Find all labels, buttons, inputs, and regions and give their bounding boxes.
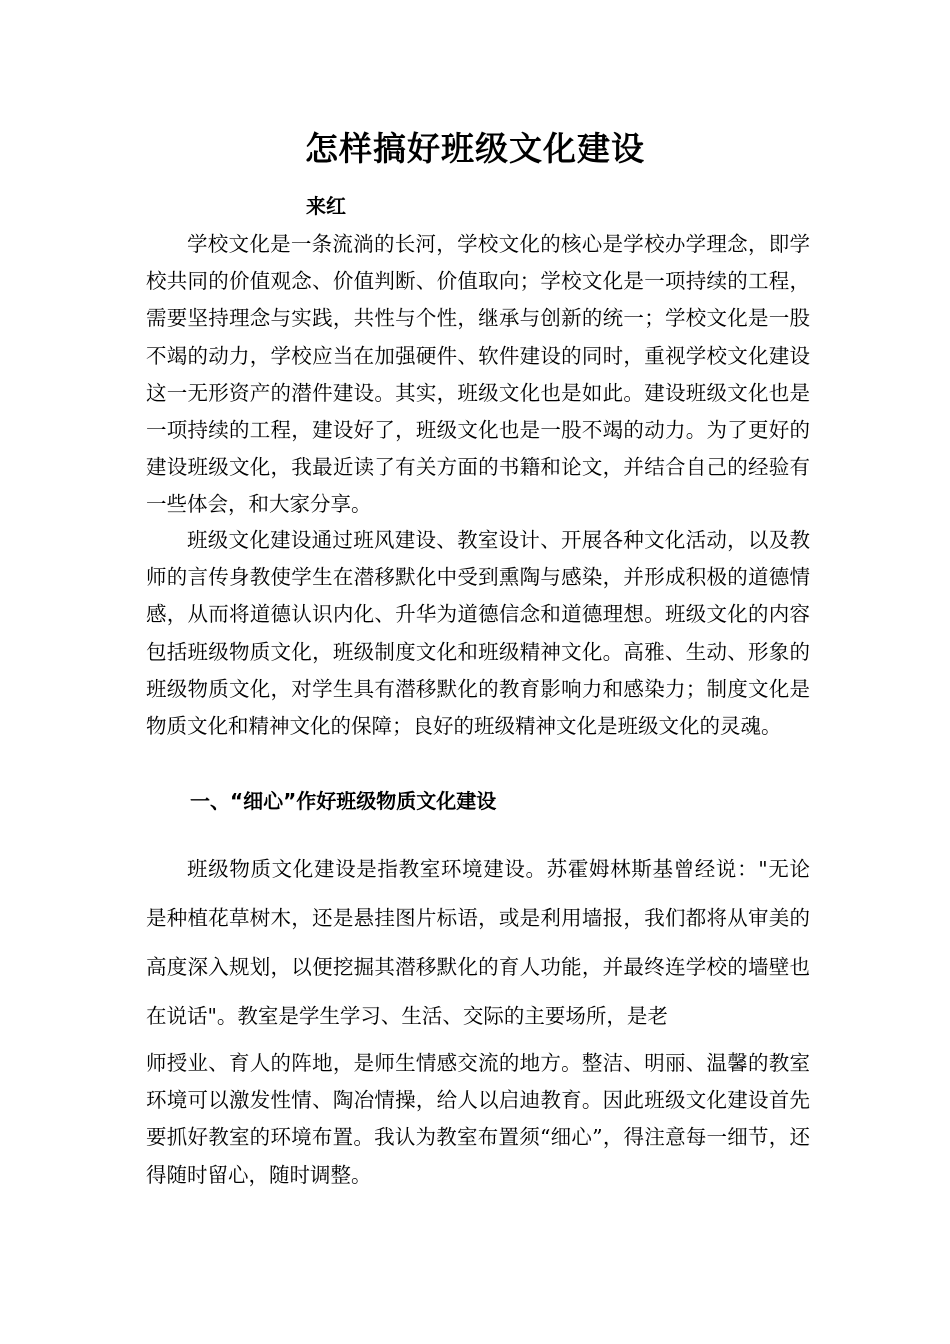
body-paragraph: 班级文化建设通过班风建设、教室设计、开展各种文化活动，以及教师的言传身教使学生在潜移默化中受到熏陶与感染，并形成积极的道德情感，从而将道德认识内化、升华为道德信念和道德理想。班级文化的内容包括班级物质文化，班级制度文化和班级精神文化。高雅、生动、形象的班级物质文化，对学生具有潜移默化的教育影响力和感染力；制度文化是物质文化和精神文化的保障；良好的班级精神文化是班级文化的灵魂。 xyxy=(146,528,810,739)
body-paragraph: 师授业、育人的阵地，是师生情感交流的地方。整洁、明丽、温馨的教室环境可以激发性情、陶冶情操，给人以启迪教育。因此班级文化建设首先要抓好教室的环境布置。我认为教室布置须“细心”，得注意每一细节，还得随时留心，随时调整。 xyxy=(146,1051,810,1187)
section-heading: 一、“细心”作好班级物质文化建设 xyxy=(190,789,497,813)
body-paragraph: 班级物质文化建设是指教室环境建设。苏霍姆林斯基曾经说："无论是种植花草树木，还是悬挂图片标语，或是利用墙报，我们都将从审美的高度深入规划，以便挖掘其潜移默化的育人功能，并最终连学校的墙壁也在说话"。教室是学生学习、生活、交际的主要场所，是老 xyxy=(146,857,810,1028)
body-paragraph: 学校文化是一条流淌的长河，学校文化的核心是学校办学理念，即学校共同的价值观念、价值判断、价值取向；学校文化是一项持续的工程，需要坚持理念与实践，共性与个性，继承与创新的统一；学校文化是一股不竭的动力，学校应当在加强硬件、软件建设的同时，重视学校文化建设这一无形资产的潜件建设。其实，班级文化也是如此。建设班级文化也是一项持续的工程，建设好了，班级文化也是一股不竭的动力。为了更好的建设班级文化，我最近读了有关方面的书籍和论文，并结合自己的经验有一些体会，和大家分享。 xyxy=(146,232,810,517)
document-title: 怎样搞好班级文化建设 xyxy=(305,129,645,168)
document-author: 来红 xyxy=(306,194,346,218)
